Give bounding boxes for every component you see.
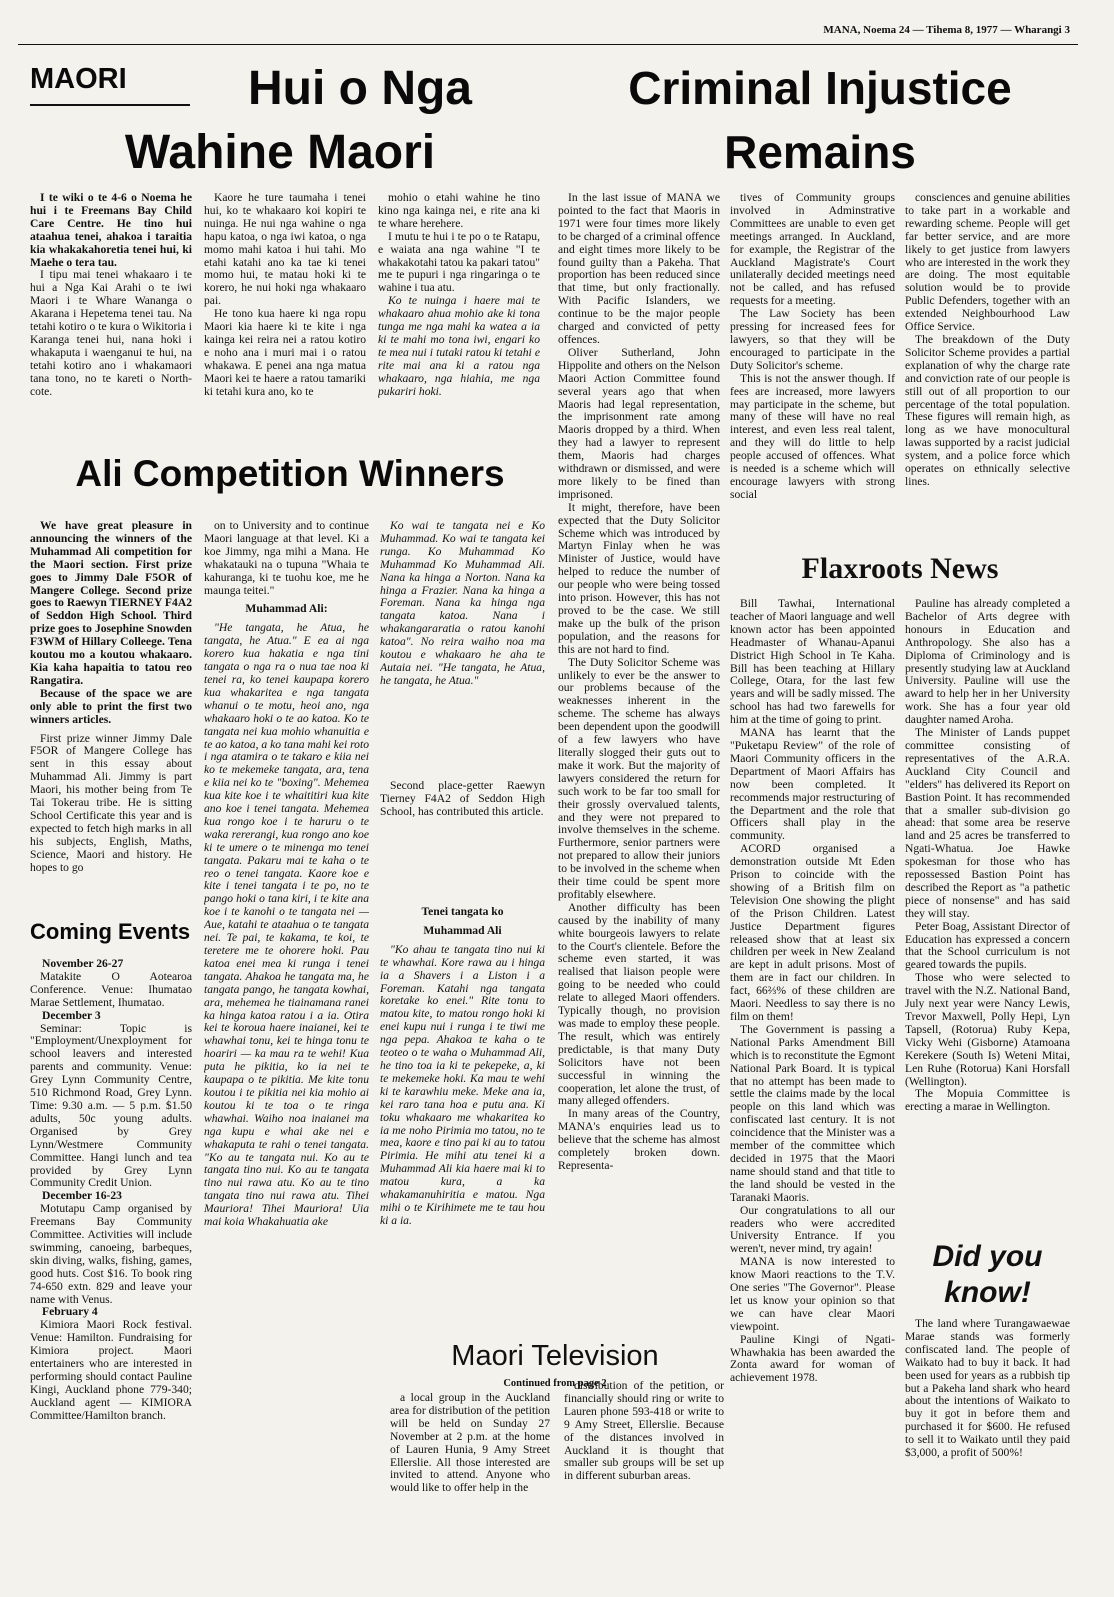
injustice-paragraph: In the last issue of MANA we pointed to the fact that Maoris in 1971 were four times more likely to be charged of a criminal offence and eight times more likely to be found guilty than a Pakeha. That proportion has been reduced since that time, but only fractionally. With Pacific Islanders, we continue to be the major people charged and convicted of petty offences.	[558, 192, 720, 346]
injustice-paragraph: This is not the answer though. If fees are increased, more lawyers may participate in the scheme, but many of these will have no real interest, and even less real talent, and they will do little to help people accused of offences. What is needed is a scheme which will encourage lawyers with strong social	[730, 371, 895, 501]
ali-second-place	[380, 780, 545, 835]
hui-paragraph: I tipu mai tenei whakaaro i te hui a Nga Kai Arahi o te iwi Maori i te Whare Wananga o Akarana i Hepetema tenei tau. Na tetahi kotiro o te kura o Wikitoria i Karanga tenei hui, nana hoki i whakaputa i waenganui te hui, na tetahi kotiro ano i whakamaori tana tono, no te kareti o North-cote.	[30, 268, 192, 398]
flaxroots-item: MANA is now interested to know Maori reactions to the T.V. One series "The Governor". Please let us know your opinion so that we can have clear Maori viewpoint.	[730, 1255, 895, 1333]
flaxroots-item: Pauline Kingi of Ngati-Whawhakia has been awarded the Zonta award for woman of achievement 1978.	[730, 1332, 895, 1385]
event-text: Kimiora Maori Rock festival. Venue: Hamilton. Fundraising for Kimiora project. Maori entertainers who are interested in performing should contact Pauline Kingi, Auckland phone 779-340; Auckland agent — KIMIORA Committee/Hamilton branch.	[30, 1318, 192, 1422]
tv-paragraph: a local group in the Auckland area for distribution of the petition will be held on Sunday 27 November at 2 p.m. at the home of Lauren Hunia, 9 Amy Street Ellerslie. All those interested are invited to attend. Anyone who would like to offer help in the	[390, 1392, 550, 1495]
event-date: December 16-23	[42, 1189, 122, 1203]
injustice-column-1	[558, 192, 720, 1342]
ali-headline: Ali Competition Winners	[75, 455, 505, 494]
tv-continued: Continued from page 2	[503, 1378, 607, 1389]
didyouknow-headline-line1: Did you	[932, 1240, 1043, 1273]
injustice-paragraph: In many areas of the Country, MANA's enquiries lead us to believe that the scheme has almost completely broken down. Representa-	[558, 1107, 720, 1172]
tv-column-2	[564, 1380, 724, 1577]
injustice-column-3	[905, 192, 1070, 552]
hui-column-2	[204, 192, 366, 442]
events-list	[30, 958, 192, 1573]
event-date: December 3	[42, 1008, 101, 1022]
ali-continuation: on to University and to continue Maori language at that level. Ki a koe Jimmy, nga mihi a Mana. He whakatauki na o tupuna "Whaia te kahuranga, ki te tuohu koe, me he maunga teitei."	[204, 520, 369, 597]
flaxroots-item: The Mopuia Committee is erecting a marae in Wellington.	[905, 1087, 1070, 1114]
flaxroots-item: The Minister of Lands puppet committee consisting of representatives of the A.R.A. Auckland City Council and "elders" has delivered its Report on Bastion Point. It has recommended that a smaller sub-division go ahead: that some area be reserve land and 25 acres be transferred to Ngati-Whatua. Joe Hawke spokesman for those who has repossessed Bastion Point has described the Report as "a pathetic piece of nonsense" and has said they will stay.	[905, 726, 1070, 920]
hui-column-1	[30, 192, 192, 442]
event-date: February 4	[42, 1305, 98, 1319]
injustice-paragraph: The Duty Solicitor Scheme was unlikely to ever be the answer to our problems because of the weaknesses inherent in the scheme. The scheme has always been dependent upon the goodwill of a few lawyers who have literally slogged their guts out to make it work. But the majority of lawyers considered the return for such work to be far too small for their grossly overvalued talents, and they were not prepared to involve themselves in the scheme. Furthermore, senior partners were not prepared to allow their juniors to be involved in the scheme when their time could be spent more profitably elsewhere.	[558, 655, 720, 901]
hui-paragraph: He tono kua haere ki nga ropu Maori kia haere ki te kite i nga kainga kei reira nei a ratou kotiro e noho ana i muri mai i o ratou whakawa. E penei ana nga matua Maori kei te haere a ratou tamariki ki tetahi kura ano, ko te	[204, 307, 366, 398]
injustice-headline-line1: Criminal Injustice	[628, 64, 1012, 114]
flaxroots-item: Bill Tawhai, International teacher of Maori language and well known actor has been appointed Headmaster of Whanau-Apanui District High School in Te Kaha. Bill has been teaching at Hillary College, Otara, for the last few years and will be sadly missed. The school has had two farewells for him at the time of going to print.	[730, 598, 895, 727]
flaxroots-item: Peter Boag, Assistant Director of Education has expressed a concern that the School curriculum is not geared towards the pupils.	[905, 919, 1070, 972]
ali-article-heading-2: Muhammad Ali	[423, 923, 502, 937]
flaxroots-headline: Flaxroots News	[801, 552, 999, 585]
ali-intro: We have great pleasure in announcing the winners of the Muhammad Ali competition for the Maori section. First prize goes to Jimmy Dale F5OR of Mangere College. Second prize goes to Raewyn TIERNEY F4A2 of Seddon High School. Third prize goes to Josephine Snowden F3WM of Hillary Colleege. Tena koutou mo a koutou whakaaro. Kia kaha hapaitia to tatou reo Rangatira.	[30, 520, 192, 687]
ali-column-2	[204, 520, 369, 1580]
injustice-paragraph: The breakdown of the Duty Solicitor Scheme provides a partial explanation of why the charge rate and conviction rate of our people is still out of all proportion to our percentage of the total population. These figures will remain high, as long as we have monocultural lawas supported by a racist judicial system, and a police force which operates on ethnically selective lines.	[905, 332, 1070, 488]
hui-paragraph: I mutu te hui i te po o te Ratapu, e waiata ana nga wahine "I te whakakotahi tatou ka pakari tatou" me te pupuri i nga ringaringa o te wahine i tua atu.	[378, 229, 540, 295]
event-date: November 26-27	[42, 958, 124, 970]
ali-first-prize: First prize winner Jimmy Dale F5OR of Mangere College has sent in this essay about Muhammad Ali. Jimmy is part Maori, his mother being from Te Tai Tokerau tribe. He is sitting School Certificate this year and is expected to fetch high marks in all his subjects, English, Maths, Science, Maori and history. He hopes to go	[30, 731, 192, 874]
flaxroots-column-1	[730, 598, 895, 1578]
hui-paragraph: mohio o etahi wahine he tino kino nga kainga nei, e rite ana ki te whare herehere.	[378, 192, 540, 230]
injustice-column-2	[730, 192, 895, 552]
flaxroots-item: Pauline has already completed a Bachelor of Arts degree with honours in Education and Anthropology. She also has a Diploma of Criminology and is presently studying law at Auckland University. Pauline will use the award to help her in her University work. She has a four year old daughter named Aroha.	[905, 598, 1070, 727]
tv-paragraph: distribution of the petition, or financially should ring or write to Lauren phone 593-418 or write to 9 Amy Street, Ellerslie. Because of the distances involved in Auckland it is thought that smaller sub groups will be set up in different suburban areas.	[564, 1380, 724, 1483]
flaxroots-item: ACORD organised a demonstration outside Mt Eden Prison to coincide with the showing of a British film on Television One showing the plight of the Prison Children. Latest Justice Department figures released show that at least six children per week in New Zealand are kept in adult prisons. Most of them are in fact our children. In fact, 66⅔% of these children are Maori. Needless to say there is no film on them!	[730, 842, 895, 1023]
flaxroots-item: MANA has learnt that the "Puketapu Review" of the role of Maori Community officers in the Department of Maori Affairs has now been completed. It recommends major restructuring of the Department and the role that Officers shall play in the community.	[730, 726, 895, 843]
injustice-paragraph: tives of Community groups involved in Adminstrative Committees are unable to even get meetings arranged. In Auckland, for example, the Registrar of the Auckland Magistrate's Court unilaterally decided meetings need not be called, and has refused requests for a meeting.	[730, 192, 895, 308]
didyouknow-headline-line2: know!	[944, 1276, 1031, 1309]
tv-column-1	[390, 1392, 550, 1577]
hui-lede: I te wiki o te 4-6 o Noema he hui i te Freemans Bay Child Care Centre. He tino hui ataahua tenei, ahakoa i taraitia kia whakakahoretia tenei hui, ki Maehe o tera tau.	[30, 192, 192, 269]
flaxroots-item: Our congratulations to all our readers who were accredited University Entrance. If you weren't, never mind, try again!	[730, 1203, 895, 1256]
ali-poem-2: Ko wai te tangata nei e Ko Muhammad. Ko wai te tangata kei runga. Ko Muhammad Ko Muhammad Ko Muhammad Ali. Nana ka hinga a Norton. Nana ka hinga a Frazier. Nana ka hinga a Foreman. Nana ka hinga nga tangata katoa. Nana i whakangararatia o ratou kanohi katoa". No reira waiho noa ma koutou e whakaaro he aha te Autaia nei. "He tangata, he Atua, he tangata, he Atua."	[380, 520, 545, 687]
masthead: MANA, Noema 24 — Tihema 8, 1977 — Wharangi 3	[823, 24, 1070, 36]
tv-headline: Maori Television	[451, 1340, 659, 1372]
didyouknow-column	[905, 1318, 1070, 1578]
event-text: Seminar: Topic is "Employment/Unexployment for school leavers and interested parents and community. Venue: Grey Lynn Community Centre, 510 Richmond Road, Grey Lynn. Time: 9.30 a.m. — 5 p.m. $1.50 adults, 50c young adults. Organised by Grey Lynn/Westmere Community Committee. Hangi lunch and tea provided by Grey Lynn Community Credit Union.	[30, 1021, 192, 1190]
ali-second-place-text: Second place-getter Raewyn Tierney F4A2 of Seddon High School, has contributed this article.	[380, 780, 545, 818]
hui-headline-line1: Hui o Nga	[248, 64, 472, 115]
flaxroots-column-2	[905, 598, 1070, 1238]
events-heading: Coming Events	[30, 920, 191, 944]
ali-poem-3: "Ko ahau te tangata tino nui ki te whawhai. Kore rawa au i hinga ia a Shavers i a Liston i a Foreman. Katahi nga tangata koretake ko enei." Rite tonu to matou kite, to matou rongo hoki ki enei kupu nui i runga i te tiwi me nga pepa. Ahakoa te kaha o te teoteo o te waha o Muhammad Ali, he tino toa ia ki te pekepeke, a, ki te mekemeke hoki. Ka mau te wehi ki te karawhiu meke. Meke ana ia, kei raro tana hoa e putu ana. Ki toku whakaaro me whakaritea ko ia me noho Pirimia mo tatou, no te mea, kaore e tino pai ki au to tatou Pirimia. He mihi atu tenei ki a Muhammad Ali kia haere mai ki to matou kura, a ka whakamanuhiritia e matou. Nga mihi o te Kirihimete me te tau hou ki a ia.	[380, 942, 545, 1227]
ali-column-1	[30, 520, 192, 912]
ali-poem-heading: Muhammad Ali:	[245, 602, 328, 616]
ali-space-note: Because of the space we are only able to print the first two winners articles.	[30, 686, 192, 726]
section-label-underline	[30, 104, 190, 106]
event-text: Matakite O Aotearoa Conference. Venue: Ihumatao Marae Settlement, Ihumatao.	[30, 969, 192, 1009]
injustice-paragraph: The Law Society has been pressing for increased fees for lawyers, so that they will be encouraged to participate in the Duty Solicitor's scheme.	[730, 307, 895, 372]
ali-article-2	[380, 900, 545, 1340]
injustice-paragraph: Oliver Sutherland, John Hippolite and others on the Nelson Maori Action Committee found several years ago that when Maoris had legal representation, the imprisonment rate among Maoris dropped by a third. When they had a lawyer to represent them, Maoris had charges withdrawn or dismissed, and were more likely to be fined than imprisoned.	[558, 345, 720, 501]
ali-poem-1: "He tangata, he Atua, he tangata, he Atua." E ea ai nga korero kua hakatia e nga tini tangata o nga ra o nua tae noa ki tenei ra, ko tenei kaupapa korero kua whakaritea e nga tangata whanui o te motu, heoi ano, nga whakaaro hoki o te ao katoa. Ko te tangata nei kua mohio whanuitia e te ao katoa, a ko tana mahi kei roto i nga atamira o te takaro e kiia nei ko te mekemeke tangata, ara, tena e kiia nei ko te "boxing". Mehemea kua kite koe i te whaititiri kua kite ano koe i tenei tangata. Mehemea kua rongo koe i te haruru o te waka rererangi, kua rongo ano koe ki te umere o te minenga mo tenei tangata. Pakaru mai te kaha o te reo o tenei tangata. Kaore koe e kite i tenei tangata i te po, no te pango hoki o tana kiri, i te kite ana koe i te kanohi o te tangata nei — Aue, katahi te ataahua o te tangata nei. Te pai, te kakama, te koi, te teretere me te ohorere hoki. Pau katoa enei mea ki runga i tenei tangata. Ahakoa he tangata ma, he tangata pango, he tangata kowhai, ara, mehemea he tiainamana ranei ka hinga katoa ratou i a ia. Otira kei te koroua haere inaianei, kei te whawhai tonu, kei te hinga tonu te hoariri — ka mau ra te wehi! Kua puta he pikitia, ko ia nei te kaupapa o te pikitia. Me kite tonu koutou i te pikitia nei kia mohio ai koutou ki te toa o te ringa whawhai. Waiho noa inaianei ma nga kupu e whai ake nei e whakaputa te rahi o tenei tangata. "Ko au te tangata nui. Ko au te tangata tino nui. Ko au te tangata tino nui rawa atu. Ko au te tino tangata tino nui rawa atu. Tihei Mauriora! Tihei Mauriora! Uia mai koia Whakahuatia ake	[204, 621, 369, 1229]
didyouknow-text: The land where Turangawaewae Marae stands was formerly confiscated land. The people of Waikato had to buy it back. It had been used for years as a rubbish tip but a Pakeha land shark who heard about the intentions of Waikato to buy it got in before them and purchased it for $600. He refused to sell it to Waikato until they paid $3,000, a profit of 500%!	[905, 1318, 1070, 1460]
hui-paragraph: Ko te nuinga i haere mai te whakaaro ahua mohio ake ki tona tunga me nga mahi ka watea a ia ki te mahi mo tona iwi, engari ko te mea nui i tutaki ratou ki tetahi e rite mai ana ki a ratou nga whakaaro, nga hiahia, me nga pukariri hoki.	[378, 294, 540, 398]
section-label: MAORI	[30, 64, 127, 95]
ali-article-heading-1: Tenei tangata ko	[421, 905, 504, 918]
flaxroots-item: Those who were selected to travel with the N.Z. National Band, July next year were Nancy Lewis, Trevor Maxwell, Polly Hepi, Lyn Tapsell, (Rotorua) Ruby Kepa, Vicky Wehi (Gisborne) Atamoana Kerekere (South Is) Weteni Mitai, Len Ruhe (Rotorua) Kani Horsfall (Wellington).	[905, 971, 1070, 1088]
injustice-paragraph: Another difficulty has been caused by the inability of many white bourgeois lawyers to relate to the Court's clientele. Before the scheme even started, it was realised that liaison people were going to be needed who could relate to alleged Maori offenders. Typically though, no provision was made to employ these people. The result, which was entirely predictable, is that many Duty Solicitors have not been successful in winning the cooperation, let alone the trust, of many alleged offenders.	[558, 900, 720, 1108]
injustice-paragraph: consciences and genuine abilities to take part in a workable and rewarding scheme. People will get far better service, and are more likely to get justice from lawyers who are interested in the work they are doing. The most equitable solution would be to provide Public Defenders, together with an extended Neighbourhood Law Office Service.	[905, 192, 1070, 334]
ali-column-3	[380, 520, 545, 775]
hui-paragraph: Kaore he ture taumaha i tenei hui, ko te whakaaro koi kopiri te nuinga. He nui nga wahine o nga hapu katoa, o nga iwi katoa, o nga momo mahi katoa i hui tahi. Mo etahi katahi ano ka tae ki tenei momo hui, te matau hoki ki te korero, he nui hoki nga whakaaro pai.	[204, 192, 366, 308]
injustice-paragraph: It might, therefore, have been expected that the Duty Solicitor Scheme which was introduced by Martyn Finlay when he was Minister of Justice, would have helped to reduce the number of our people who were being tossed into prison. However, this has not proved to be the case. We still make up the bulk of the prison population, and the reasons for this are not hard to find.	[558, 500, 720, 656]
flaxroots-item: The Government is passing a National Parks Amendment Bill which is to reconstitute the Egmont National Park Board. It is typical that no attempt has been made to settle the claims made by the local people on this land which was confiscated last century. It is not coincidence that the Minister was a member of the committee which decided in 1975 that the Maori name should stand and that title to the land should be vested in the Taranaki Maoris.	[730, 1022, 895, 1204]
masthead-rule	[18, 44, 1078, 45]
injustice-headline-line2: Remains	[724, 128, 916, 178]
hui-headline-line2: Wahine Maori	[124, 128, 436, 179]
hui-column-3	[378, 192, 540, 442]
event-text: Motutapu Camp organised by Freemans Bay Community Committee. Activities will include swimming, canoeing, barbeques, skin diving, walks, fishing, games, good huts. Cost $16. To book ring 74-650 extn. 829 and leave your name with Venus.	[30, 1202, 192, 1306]
